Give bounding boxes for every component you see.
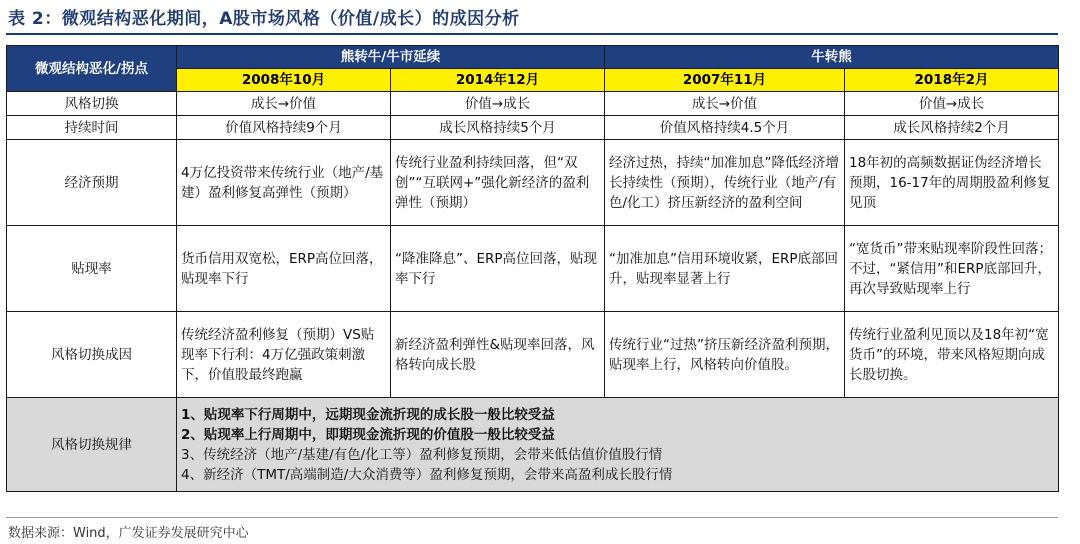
table-row-discount — [7, 226, 1059, 312]
table-row-cause — [7, 312, 1059, 398]
row-label: 持续时间 — [7, 116, 177, 140]
source-divider — [6, 517, 1058, 518]
table-row-rules — [7, 398, 1059, 492]
table-row-econ — [7, 140, 1059, 226]
row-label: 经济预期 — [7, 140, 177, 226]
group-header-bull: 熊转牛/牛市延续 — [177, 46, 605, 69]
table-cell: 新经济盈利弹性&贴现率回落，风格转向成长股 — [391, 312, 605, 398]
table-cell: “降准降息”、ERP高位回落，贴现率下行 — [391, 226, 605, 312]
table-cell: 传统行业盈利见顶以及18年初“宽货币”的环境，带来风格短期向成长股切换。 — [845, 312, 1059, 398]
table-cell: 价值风格持续4.5个月 — [605, 116, 845, 140]
table-cell: 成长→价值 — [605, 92, 845, 116]
group-header-bear: 牛转熊 — [605, 46, 1059, 69]
table-cell: 传统行业盈利持续回落，但“双创”“互联网+”强化新经济的盈利弹性（预期） — [391, 140, 605, 226]
table-cell: 货币信用双宽松，ERP高位回落，贴现率下行 — [177, 226, 391, 312]
row-label: 风格切换 — [7, 92, 177, 116]
date-header: 2014年12月 — [391, 69, 605, 92]
table-title: 表 2：微观结构恶化期间，A股市场风格（价值/成长）的成因分析 — [8, 9, 520, 29]
table-cell: 价值→成长 — [845, 92, 1059, 116]
table-cell: “加准加息”信用环境收紧，ERP底部回升，贴现率显著上行 — [605, 226, 845, 312]
table-cell: 4万亿投资带来传统行业（地产/基建）盈利修复高弹性（预期） — [177, 140, 391, 226]
table-row-duration — [7, 116, 1059, 140]
title-divider — [6, 33, 1058, 35]
table-cell: 价值风格持续9个月 — [177, 116, 391, 140]
row-label: 贴现率 — [7, 226, 177, 312]
table-row-style-switch — [7, 92, 1059, 116]
data-source: 数据来源：Wind，广发证券发展研究中心 — [8, 526, 249, 541]
table-cell: 成长风格持续5个月 — [391, 116, 605, 140]
rule-line: 4、新经济（TMT/高端制造/大众消费等）盈利修复预期，会带来高盈利成长股行情 — [181, 466, 673, 483]
rules-cell — [177, 398, 1059, 492]
table-cell: 价值→成长 — [391, 92, 605, 116]
table-cell: 成长风格持续2个月 — [845, 116, 1059, 140]
analysis-table — [6, 45, 1059, 492]
table-cell: 传统行业“过热”挤压新经济盈利预期，贴现率上行，风格转向价值股。 — [605, 312, 845, 398]
date-header: 2008年10月 — [177, 69, 391, 92]
rule-line: 2、贴现率上行周期中，即期现金流折现的价值股一般比较受益 — [181, 426, 555, 443]
corner-header: 微观结构恶化/拐点 — [7, 46, 177, 92]
rule-line: 1、贴现率下行周期中，远期现金流折现的成长股一般比较受益 — [181, 406, 555, 423]
table-cell: 成长→价值 — [177, 92, 391, 116]
date-header: 2007年11月 — [605, 69, 845, 92]
row-label: 风格切换规律 — [7, 398, 177, 492]
table-cell: 18年初的高频数据证伪经济增长预期，16-17年的周期股盈利修复见顶 — [845, 140, 1059, 226]
table-cell: “宽货币”带来贴现率阶段性回落；不过，“紧信用”和ERP底部回升，再次导致贴现率上行 — [845, 226, 1059, 312]
table-cell: 经济过热，持续“加准加息”降低经济增长持续性（预期），传统行业（地产/有色/化工）挤压新经济的盈利空间 — [605, 140, 845, 226]
rule-line: 3、传统经济（地产/基建/有色/化工等）盈利修复预期，会带来低估值价值股行情 — [181, 446, 663, 463]
row-label: 风格切换成因 — [7, 312, 177, 398]
table-cell: 传统经济盈利修复（预期）VS贴现率下行利：4万亿强政策刺激下，价值股最终跑赢 — [177, 312, 391, 398]
date-header: 2018年2月 — [845, 69, 1059, 92]
